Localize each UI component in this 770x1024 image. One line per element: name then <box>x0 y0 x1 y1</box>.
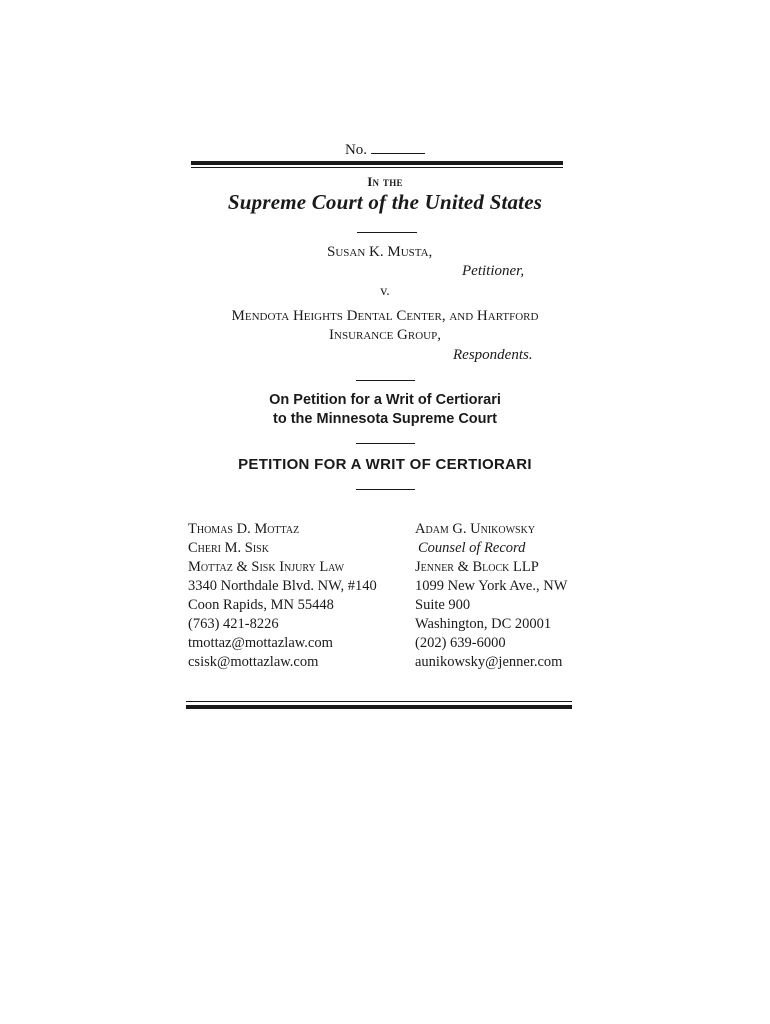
versus: v. <box>380 284 390 299</box>
counsel-left-name-1: Thomas D. Mottaz <box>188 521 300 537</box>
petition-source-line-2: to the Minnesota Supreme Court <box>273 411 497 427</box>
petitioner-name: Susan K. Musta, <box>327 244 433 260</box>
bottom-rule-thin <box>186 701 572 702</box>
docket-number <box>0 141 770 159</box>
docket-blank <box>371 141 425 154</box>
court-prefix: In the <box>367 174 403 189</box>
counsel-left-email-2: csisk@mottazlaw.com <box>188 654 319 670</box>
divider-3 <box>356 443 415 444</box>
counsel-left-city: Coon Rapids, MN 55448 <box>188 597 334 613</box>
divider-2 <box>356 380 415 381</box>
document-title: PETITION FOR A WRIT OF CERTIORARI <box>238 456 532 473</box>
top-rule-thick <box>191 161 563 165</box>
counsel-left-phone: (763) 421-8226 <box>188 616 279 632</box>
petitioner-role: Petitioner, <box>462 263 525 279</box>
counsel-right-email: aunikowsky@jenner.com <box>415 654 563 670</box>
counsel-left-firm: Mottaz & Sisk Injury Law <box>188 559 345 575</box>
counsel-right-block <box>415 520 567 672</box>
respondent-line-2: Insurance Group, <box>329 327 441 343</box>
counsel-left-email-1: tmottaz@mottazlaw.com <box>188 635 333 651</box>
top-rule-thin <box>191 167 563 168</box>
counsel-right-city: Washington, DC 20001 <box>415 616 552 632</box>
counsel-left-block <box>188 520 377 672</box>
counsel-left-street: 3340 Northdale Blvd. NW, #140 <box>188 578 377 594</box>
respondent-line-1: Mendota Heights Dental Center, and Hartford <box>231 308 539 324</box>
respondent-role: Respondents. <box>453 347 533 363</box>
counsel-right-role: Counsel of Record <box>418 540 526 556</box>
divider-1 <box>357 232 417 233</box>
counsel-right-firm: Jenner & Block LLP <box>415 559 539 575</box>
counsel-right-suite: Suite 900 <box>415 597 471 613</box>
court-name: Supreme Court of the United States <box>227 190 543 214</box>
bottom-rule-thick <box>186 705 572 709</box>
docket-label: No. <box>344 142 368 158</box>
petition-source-line-1: On Petition for a Writ of Certiorari <box>269 392 501 408</box>
counsel-left-name-2: Cheri M. Sisk <box>188 540 269 556</box>
counsel-right-street: 1099 New York Ave., NW <box>415 578 568 594</box>
counsel-right-name: Adam G. Unikowsky <box>415 521 536 537</box>
counsel-right-phone: (202) 639-6000 <box>415 635 506 651</box>
divider-4 <box>356 489 415 490</box>
